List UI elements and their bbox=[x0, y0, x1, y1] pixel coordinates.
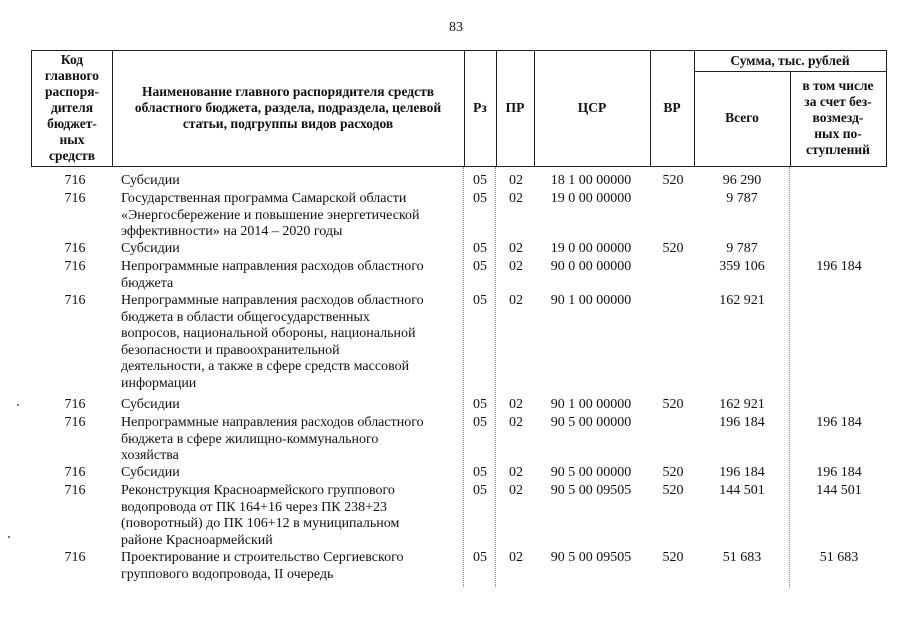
row-free-receipts: 196 184 bbox=[816, 415, 862, 430]
row-vr: 520 bbox=[662, 173, 684, 188]
header-total: Всего bbox=[725, 110, 759, 125]
row-name: Непрограммные направления расходов областного бюджета bbox=[121, 259, 424, 291]
row-kod: 716 bbox=[64, 397, 86, 412]
row-total: 9 787 bbox=[726, 241, 758, 256]
row-name: Государственная программа Самарской области «Энергосбережение и повышение энергетической эффективности» на 2014 – 2020 годы bbox=[121, 191, 420, 239]
row-kod: 716 bbox=[64, 550, 86, 565]
row-kod: 716 bbox=[64, 241, 86, 256]
row-rz: 05 bbox=[473, 465, 487, 480]
row-pr: 02 bbox=[509, 415, 523, 430]
row-rz: 05 bbox=[473, 397, 487, 412]
row-csr: 90 0 00 00000 bbox=[550, 259, 632, 274]
row-csr: 90 5 00 09505 bbox=[550, 550, 632, 565]
row-name: Субсидии bbox=[121, 173, 180, 188]
scan-speck bbox=[8, 536, 10, 538]
row-pr: 02 bbox=[509, 397, 523, 412]
row-kod: 716 bbox=[64, 259, 86, 274]
row-total: 9 787 bbox=[726, 191, 758, 206]
row-name: Субсидии bbox=[121, 465, 180, 480]
row-csr: 90 1 00 00000 bbox=[550, 397, 632, 412]
row-total: 196 184 bbox=[719, 465, 765, 480]
row-kod: 716 bbox=[64, 173, 86, 188]
row-pr: 02 bbox=[509, 293, 523, 308]
row-csr: 18 1 00 00000 bbox=[550, 173, 632, 188]
row-free-receipts: 196 184 bbox=[816, 465, 862, 480]
row-total: 359 106 bbox=[719, 259, 765, 274]
column-rule bbox=[789, 167, 790, 587]
header-free: в том числе за счет без- возмезд- ных по- ступлений bbox=[802, 78, 874, 157]
row-total: 162 921 bbox=[719, 293, 765, 308]
page-number: 83 bbox=[449, 20, 463, 35]
header-kod: Код главного распоря- дителя бюджет- ных средств bbox=[44, 52, 100, 163]
row-kod: 716 bbox=[64, 191, 86, 206]
row-name: Реконструкция Красноармейского группового водопровода от ПК 164+16 через ПК 238+23 (поворотный) до ПК 106+12 в муниципальном районе Красноармейский bbox=[121, 483, 400, 548]
row-name: Проектирование и строительство Сергиевского группового водопровода, II очередь bbox=[121, 550, 404, 582]
row-csr: 90 5 00 00000 bbox=[550, 415, 632, 430]
row-total: 196 184 bbox=[719, 415, 765, 430]
header-divider bbox=[112, 51, 113, 166]
header-divider bbox=[790, 71, 791, 166]
scan-speck bbox=[17, 404, 19, 406]
header-rz: Рз bbox=[473, 100, 487, 115]
row-pr: 02 bbox=[509, 241, 523, 256]
header-divider bbox=[464, 51, 465, 166]
row-name: Субсидии bbox=[121, 397, 180, 412]
row-csr: 19 0 00 00000 bbox=[550, 241, 632, 256]
row-kod: 716 bbox=[64, 465, 86, 480]
row-rz: 05 bbox=[473, 550, 487, 565]
row-rz: 05 bbox=[473, 415, 487, 430]
row-total: 144 501 bbox=[719, 483, 765, 498]
row-pr: 02 bbox=[509, 483, 523, 498]
row-rz: 05 bbox=[473, 173, 487, 188]
row-vr: 520 bbox=[662, 483, 684, 498]
row-total: 162 921 bbox=[719, 397, 765, 412]
row-free-receipts: 196 184 bbox=[816, 259, 862, 274]
row-name: Субсидии bbox=[121, 241, 180, 256]
row-rz: 05 bbox=[473, 259, 487, 274]
row-vr: 520 bbox=[662, 550, 684, 565]
header-divider bbox=[534, 51, 535, 166]
row-vr: 520 bbox=[662, 465, 684, 480]
row-vr: 520 bbox=[662, 397, 684, 412]
row-vr: 520 bbox=[662, 241, 684, 256]
row-name: Непрограммные направления расходов областного бюджета в области общегосударственных вопросов, национальной обороны, национальной безопасности и правоохранительной деятельности, а также в сфере средств массовой информации bbox=[121, 293, 424, 391]
row-csr: 90 5 00 09505 bbox=[550, 483, 632, 498]
row-total: 96 290 bbox=[722, 173, 762, 188]
row-rz: 05 bbox=[473, 293, 487, 308]
row-rz: 05 bbox=[473, 483, 487, 498]
row-csr: 19 0 00 00000 bbox=[550, 191, 632, 206]
row-free-receipts: 51 683 bbox=[819, 550, 859, 565]
row-kod: 716 bbox=[64, 483, 86, 498]
row-csr: 90 5 00 00000 bbox=[550, 465, 632, 480]
header-vr: ВР bbox=[663, 100, 681, 115]
row-name: Непрограммные направления расходов областного бюджета в сфере жилищно-коммунального хозяйства bbox=[121, 415, 424, 463]
header-divider bbox=[496, 51, 497, 166]
table-header bbox=[31, 50, 887, 167]
column-rule bbox=[495, 167, 496, 587]
row-pr: 02 bbox=[509, 259, 523, 274]
row-kod: 716 bbox=[64, 293, 86, 308]
row-csr: 90 1 00 00000 bbox=[550, 293, 632, 308]
header-csr: ЦСР bbox=[577, 100, 607, 115]
row-free-receipts: 144 501 bbox=[816, 483, 862, 498]
row-pr: 02 bbox=[509, 465, 523, 480]
row-rz: 05 bbox=[473, 191, 487, 206]
header-divider bbox=[694, 71, 886, 72]
row-pr: 02 bbox=[509, 173, 523, 188]
row-pr: 02 bbox=[509, 550, 523, 565]
row-rz: 05 bbox=[473, 241, 487, 256]
header-sum: Сумма, тыс. рублей bbox=[730, 53, 850, 68]
row-kod: 716 bbox=[64, 415, 86, 430]
row-pr: 02 bbox=[509, 191, 523, 206]
header-name: Наименование главного распорядителя средств областного бюджета, раздела, подраздела, целевой статьи, подгруппы видов расходов bbox=[134, 84, 442, 131]
header-divider bbox=[694, 51, 695, 166]
header-pr: ПР bbox=[505, 100, 525, 115]
header-divider bbox=[650, 51, 651, 166]
row-total: 51 683 bbox=[722, 550, 762, 565]
